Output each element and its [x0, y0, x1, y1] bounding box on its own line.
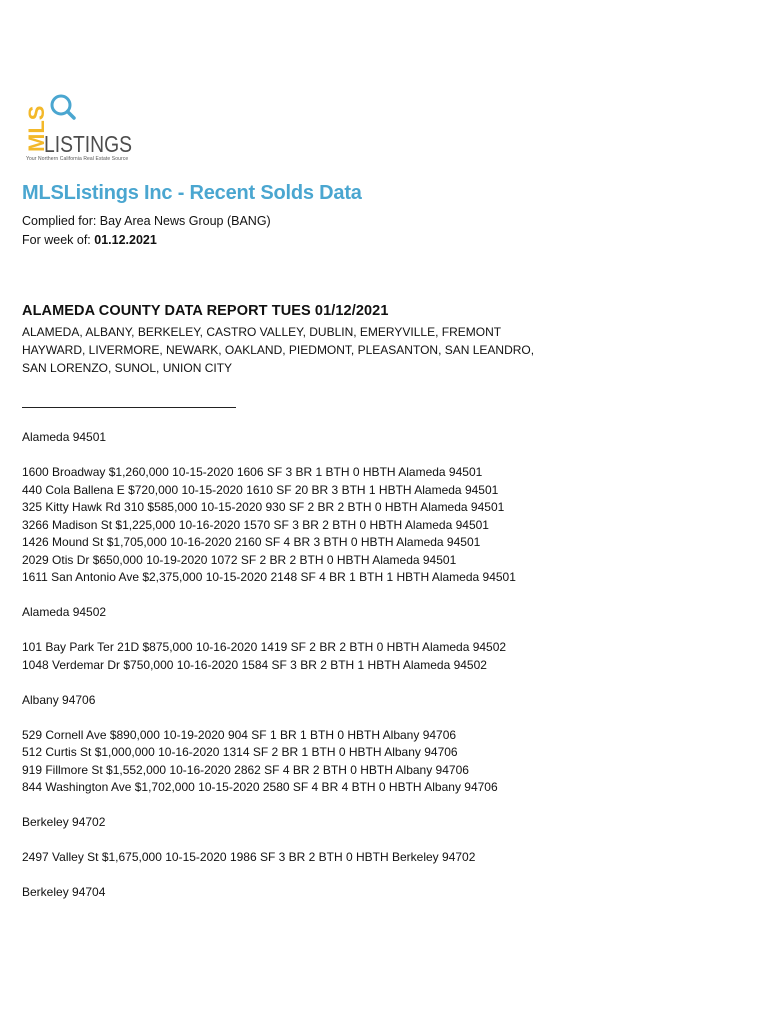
listing-line: 1048 Verdemar Dr $750,000 10-16-2020 1584 SF 3 BR 2 BTH 1 HBTH Alameda 94502 [22, 657, 487, 672]
logo-tagline: Your Northern California Real Estate Source [26, 156, 129, 162]
magnifier-logo-icon [24, 92, 164, 156]
cities-line: ALAMEDA, ALBANY, BERKELEY, CASTRO VALLEY, DUBLIN, EMERYVILLE, FREMONT [22, 325, 502, 339]
week-of-label: For week of: [22, 233, 95, 247]
cities-line: SAN LORENZO, SUNOL, UNION CITY [22, 360, 233, 375]
listing-line: 1426 Mound St $1,705,000 10-16-2020 2160 SF 4 BR 3 BTH 0 HBTH Alameda 94501 [22, 535, 481, 549]
listing-line: 3266 Madison St $1,225,000 10-16-2020 1570 SF 3 BR 2 BTH 0 HBTH Alameda 94501 [22, 517, 489, 532]
compiled-for-line: Complied for: Bay Area News Group (BANG) [22, 214, 271, 228]
listing-line: 919 Fillmore St $1,552,000 10-16-2020 2862 SF 4 BR 2 BTH 0 HBTH Albany 94706 [22, 762, 469, 777]
logo-listings-text: LISTINGS [44, 131, 132, 156]
listing-line: 844 Washington Ave $1,702,000 10-15-2020 2580 SF 4 BR 4 BTH 0 HBTH Albany 94706 [22, 780, 498, 794]
listing-line: 512 Curtis St $1,000,000 10-16-2020 1314 SF 2 BR 1 BTH 0 HBTH Albany 94706 [22, 745, 458, 759]
divider-line [22, 407, 236, 408]
listing-line: 1600 Broadway $1,260,000 10-15-2020 1606 SF 3 BR 1 BTH 0 HBTH Alameda 94501 [22, 465, 483, 479]
listing-line: 325 Kitty Hawk Rd 310 $585,000 10-15-2020 930 SF 2 BR 2 BTH 0 HBTH Alameda 94501 [22, 500, 505, 514]
cities-line: HAYWARD, LIVERMORE, NEWARK, OAKLAND, PIEDMONT, PLEASANTON, SAN LEANDRO, [22, 342, 535, 357]
listing-line: 529 Cornell Ave $890,000 10-19-2020 904 SF 1 BR 1 BTH 0 HBTH Albany 94706 [22, 727, 457, 742]
mlslistings-logo [24, 92, 164, 166]
listing-line: 101 Bay Park Ter 21D $875,000 10-16-2020 1419 SF 2 BR 2 BTH 0 HBTH Alameda 94502 [22, 640, 507, 654]
section-heading: Alameda 94501 [22, 430, 107, 444]
listing-line: 2029 Otis Dr $650,000 10-19-2020 1072 SF 2 BR 2 BTH 0 HBTH Alameda 94501 [22, 552, 457, 567]
listing-line: 1611 San Antonio Ave $2,375,000 10-15-2020 2148 SF 4 BR 1 BTH 1 HBTH Alameda 94501 [22, 570, 516, 584]
section-heading: Alameda 94502 [22, 605, 107, 619]
listing-line: 2497 Valley St $1,675,000 10-15-2020 1986 SF 3 BR 2 BTH 0 HBTH Berkeley 94702 [22, 850, 476, 864]
week-of-line [22, 233, 157, 247]
section-heading: Albany 94706 [22, 692, 96, 707]
section-heading: Berkeley 94704 [22, 885, 106, 899]
report-title: ALAMEDA COUNTY DATA REPORT TUES 01/12/2021 [22, 303, 389, 319]
cities-list [22, 324, 542, 377]
page-title: MLSListings Inc - Recent Solds Data [22, 182, 362, 204]
week-of-value: 01.12.2021 [94, 233, 157, 247]
listings-content [22, 429, 742, 902]
logo-mls-text: MLS [24, 105, 49, 152]
section-heading: Berkeley 94702 [22, 815, 106, 829]
listing-line: 440 Cola Ballena E $720,000 10-15-2020 1610 SF 20 BR 3 BTH 1 HBTH Alameda 94501 [22, 482, 499, 497]
